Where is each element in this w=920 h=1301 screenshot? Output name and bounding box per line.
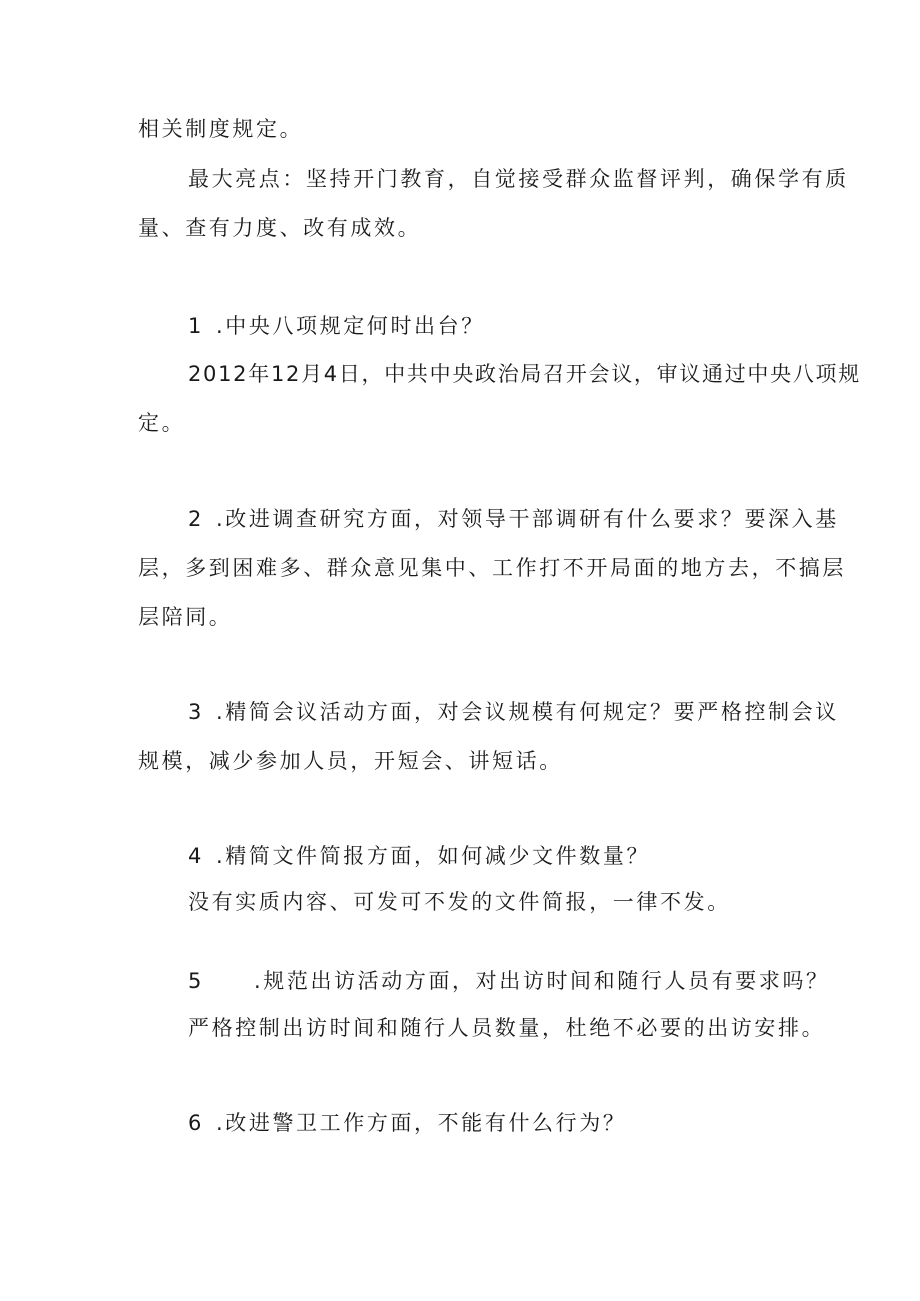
item-1-number: 1 xyxy=(188,314,204,338)
item-6-number: 6 xyxy=(188,1111,204,1135)
item-3-line-1-text: .精简会议活动方面，对会议规模有何规定？要严格控制会议 xyxy=(215,700,839,724)
item-6-question-text: .改进警卫工作方面，不能有什么行为？ xyxy=(215,1111,627,1135)
item-5-answer: 严格控制出访时间和随行人员数量，杜绝不必要的出访安排。 xyxy=(188,1016,826,1040)
item-4-question xyxy=(188,841,650,871)
item-2-line-1 xyxy=(188,504,839,534)
item-4-question-text: .精简文件简报方面，如何减少文件数量？ xyxy=(215,844,651,868)
item-2-line-1-text: .改进调查研究方面，对领导干部调研有什么要求？要深入基 xyxy=(215,507,839,531)
intro-highlight-line-1: 最大亮点：坚持开门教育，自觉接受群众监督评判，确保学有质 xyxy=(188,167,849,191)
item-3-number: 3 xyxy=(188,700,204,724)
item-2-line-3: 层陪同。 xyxy=(138,605,233,629)
item-6-question xyxy=(188,1108,626,1138)
intro-highlight-line-2: 量、查有力度、改有成效。 xyxy=(138,216,422,240)
item-1-answer-line-1: 2012年12月4日，中共中央政治局召开会议，审议通过中央八项规 xyxy=(188,362,861,386)
item-4-number: 4 xyxy=(188,844,204,868)
item-3-line-1 xyxy=(188,697,839,727)
item-3-line-2: 规模，减少参加人员，开短会、讲短话。 xyxy=(138,749,563,773)
item-2-number: 2 xyxy=(188,507,204,531)
item-5-question xyxy=(188,966,830,996)
item-1-question-text: .中央八项规定何时出台？ xyxy=(215,314,485,338)
item-2-line-2: 层，多到困难多、群众意见集中、工作打不开局面的地方去，不搞层 xyxy=(138,556,846,580)
item-1-question xyxy=(188,311,485,341)
item-5-number: 5 xyxy=(188,969,204,993)
item-1-answer-line-2: 定。 xyxy=(138,411,186,435)
item-4-answer: 没有实质内容、可发可不发的文件简报，一律不发。 xyxy=(188,890,731,914)
item-5-question-text: .规范出访活动方面，对出访时间和随行人员有要求吗？ xyxy=(253,969,830,993)
intro-line-1: 相关制度规定。 xyxy=(138,117,304,141)
